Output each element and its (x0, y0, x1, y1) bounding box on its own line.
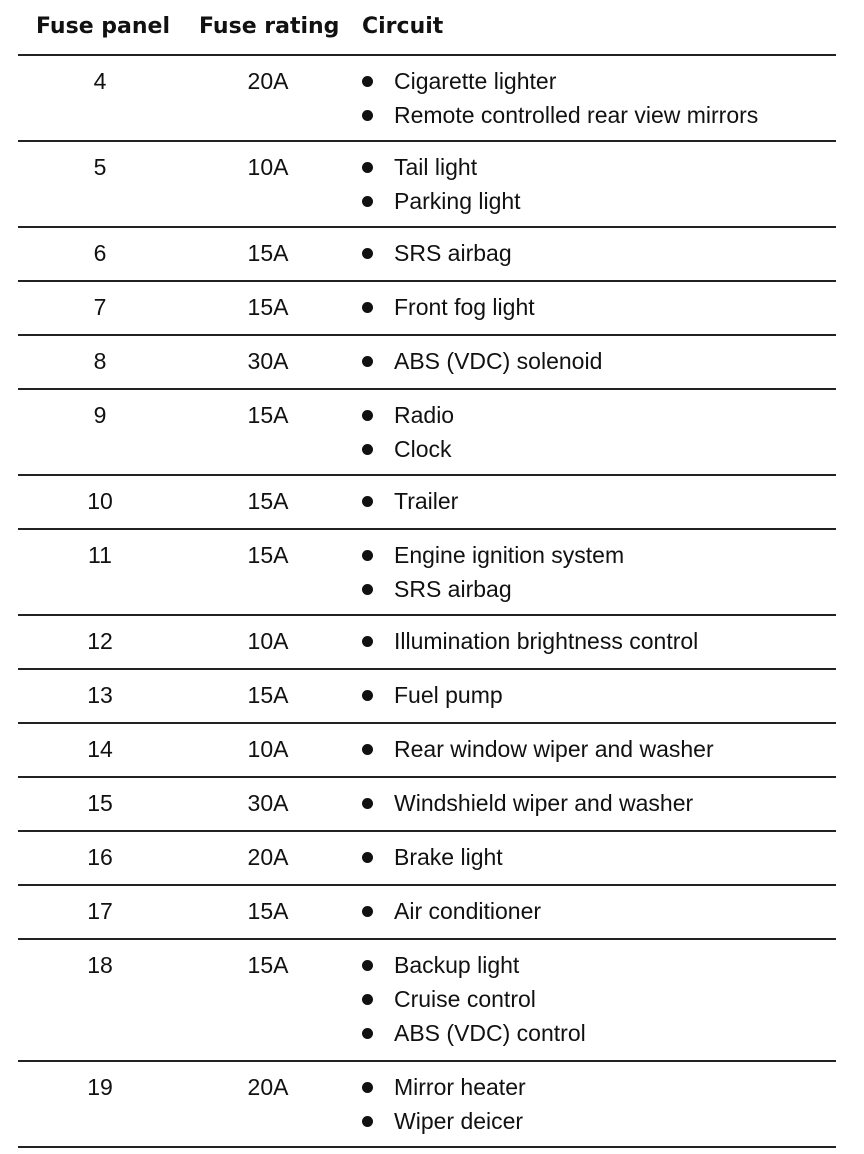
circuit-label: Tail light (394, 154, 478, 180)
circuit-item (360, 154, 521, 188)
bullet-icon (362, 110, 373, 121)
circuit-label: Radio (394, 402, 455, 428)
fuse-panel-number: 15 (87, 790, 113, 816)
bullet-icon (362, 798, 373, 809)
circuit-list (360, 542, 624, 610)
circuit-item (360, 488, 458, 522)
circuit-label: Rear window wiper and washer (394, 736, 714, 762)
fuse-panel-number: 13 (87, 682, 113, 708)
circuit-list (360, 898, 541, 932)
fuse-rating-value: 15A (247, 402, 289, 428)
fuse-panel-number: 4 (93, 68, 107, 94)
bullet-icon (362, 550, 373, 561)
table-row (18, 142, 836, 228)
bullet-icon (362, 636, 373, 647)
circuit-label: ABS (VDC) solenoid (394, 348, 603, 374)
bullet-icon (362, 1028, 373, 1039)
circuit-item (360, 952, 586, 986)
circuit-label: Brake light (394, 844, 503, 870)
circuit-label: Wiper deicer (394, 1108, 524, 1134)
circuit-label: Cigarette lighter (394, 68, 557, 94)
circuit-item (360, 898, 541, 932)
fuse-rating-value: 15A (247, 294, 289, 320)
fuse-panel-number: 9 (93, 402, 107, 428)
bullet-icon (362, 994, 373, 1005)
bullet-icon (362, 162, 373, 173)
fuse-panel-number: 14 (87, 736, 113, 762)
circuit-label: Clock (394, 436, 452, 462)
fuse-panel-number: 11 (88, 542, 112, 568)
circuit-list (360, 68, 758, 136)
table-row (18, 390, 836, 476)
circuit-item (360, 68, 758, 102)
bullet-icon (362, 196, 373, 207)
fuse-panel-number: 10 (87, 488, 113, 514)
circuit-label: SRS airbag (394, 576, 512, 602)
circuit-item (360, 576, 624, 610)
fuse-panel-number: 5 (93, 154, 107, 180)
circuit-item (360, 628, 698, 662)
bullet-icon (362, 302, 373, 313)
circuit-item (360, 844, 503, 878)
bullet-icon (362, 852, 373, 863)
fuse-panel-number: 17 (87, 898, 113, 924)
fuse-rating-value: 20A (247, 68, 289, 94)
bullet-icon (362, 356, 373, 367)
circuit-list (360, 952, 586, 1054)
table-row (18, 886, 836, 940)
circuit-item (360, 682, 503, 716)
circuit-item (360, 436, 454, 470)
circuit-list (360, 628, 698, 662)
bullet-icon (362, 960, 373, 971)
fuse-panel-number: 7 (93, 294, 107, 320)
circuit-list (360, 736, 714, 770)
table-row (18, 282, 836, 336)
fuse-panel-number: 6 (93, 240, 107, 266)
circuit-item (360, 240, 512, 274)
table-body (18, 56, 836, 1148)
fuse-rating-value: 20A (247, 1074, 289, 1100)
fuse-panel-number: 18 (87, 952, 113, 978)
circuit-item (360, 294, 535, 328)
circuit-label: Fuel pump (394, 682, 503, 708)
bullet-icon (362, 584, 373, 595)
circuit-item (360, 1074, 526, 1108)
bullet-icon (362, 496, 373, 507)
circuit-item (360, 348, 602, 382)
circuit-list (360, 1074, 526, 1142)
circuit-item (360, 736, 714, 770)
header-fuse-panel: Fuse panel (36, 14, 170, 39)
bullet-icon (362, 76, 373, 87)
bullet-icon (362, 1116, 373, 1127)
circuit-list (360, 240, 512, 274)
table-header (18, 0, 836, 56)
table-row (18, 670, 836, 724)
table-row (18, 530, 836, 616)
circuit-list (360, 488, 458, 522)
fuse-rating-value: 10A (247, 154, 289, 180)
circuit-label: SRS airbag (394, 240, 512, 266)
circuit-item (360, 986, 586, 1020)
circuit-list (360, 790, 693, 824)
circuit-item (360, 402, 454, 436)
circuit-label: Air conditioner (394, 898, 542, 924)
fuse-panel-number: 8 (93, 348, 107, 374)
table-row (18, 56, 836, 142)
fuse-rating-value: 30A (247, 790, 289, 816)
circuit-item (360, 1108, 526, 1142)
bullet-icon (362, 744, 373, 755)
header-circuit: Circuit (362, 14, 444, 39)
circuit-item (360, 1020, 586, 1054)
fuse-panel-number: 19 (87, 1074, 113, 1100)
circuit-label: Engine ignition system (394, 542, 625, 568)
table-row (18, 778, 836, 832)
fuse-rating-value: 15A (247, 952, 289, 978)
header-fuse-rating: Fuse rating (199, 14, 340, 39)
circuit-label: Mirror heater (394, 1074, 526, 1100)
circuit-label: Backup light (394, 952, 520, 978)
table-row (18, 940, 836, 1062)
fuse-rating-value: 20A (247, 844, 289, 870)
circuit-label: Parking light (394, 188, 521, 214)
circuit-list (360, 844, 503, 878)
table-row (18, 476, 836, 530)
circuit-item (360, 790, 693, 824)
fuse-rating-value: 15A (247, 542, 289, 568)
circuit-label: Illumination brightness control (394, 628, 699, 654)
circuit-list (360, 682, 503, 716)
circuit-item (360, 188, 521, 222)
bullet-icon (362, 690, 373, 701)
fuse-rating-value: 30A (247, 348, 289, 374)
circuit-list (360, 348, 602, 382)
circuit-label: Windshield wiper and washer (394, 790, 694, 816)
bullet-icon (362, 444, 373, 455)
bullet-icon (362, 410, 373, 421)
circuit-label: Remote controlled rear view mirrors (394, 102, 759, 128)
circuit-item (360, 102, 758, 136)
bullet-icon (362, 1082, 373, 1093)
table-row (18, 228, 836, 282)
fuse-panel-number: 16 (87, 844, 113, 870)
fuse-rating-value: 15A (247, 682, 289, 708)
fuse-rating-value: 15A (247, 488, 289, 514)
circuit-list (360, 294, 535, 328)
table-row (18, 336, 836, 390)
circuit-label: Front fog light (394, 294, 535, 320)
circuit-list (360, 402, 454, 470)
fuse-rating-value: 10A (247, 628, 289, 654)
fuse-rating-value: 15A (247, 240, 289, 266)
table-row (18, 832, 836, 886)
table-row (18, 724, 836, 778)
table-row (18, 616, 836, 670)
circuit-list (360, 154, 521, 222)
circuit-label: ABS (VDC) control (394, 1020, 586, 1046)
circuit-label: Trailer (394, 488, 459, 514)
bullet-icon (362, 906, 373, 917)
fuse-rating-value: 15A (247, 898, 289, 924)
bullet-icon (362, 248, 373, 259)
circuit-label: Cruise control (394, 986, 536, 1012)
fuse-rating-value: 10A (247, 736, 289, 762)
fuse-table (18, 0, 836, 1148)
table-row (18, 1062, 836, 1148)
fuse-panel-number: 12 (87, 628, 113, 654)
circuit-item (360, 542, 624, 576)
